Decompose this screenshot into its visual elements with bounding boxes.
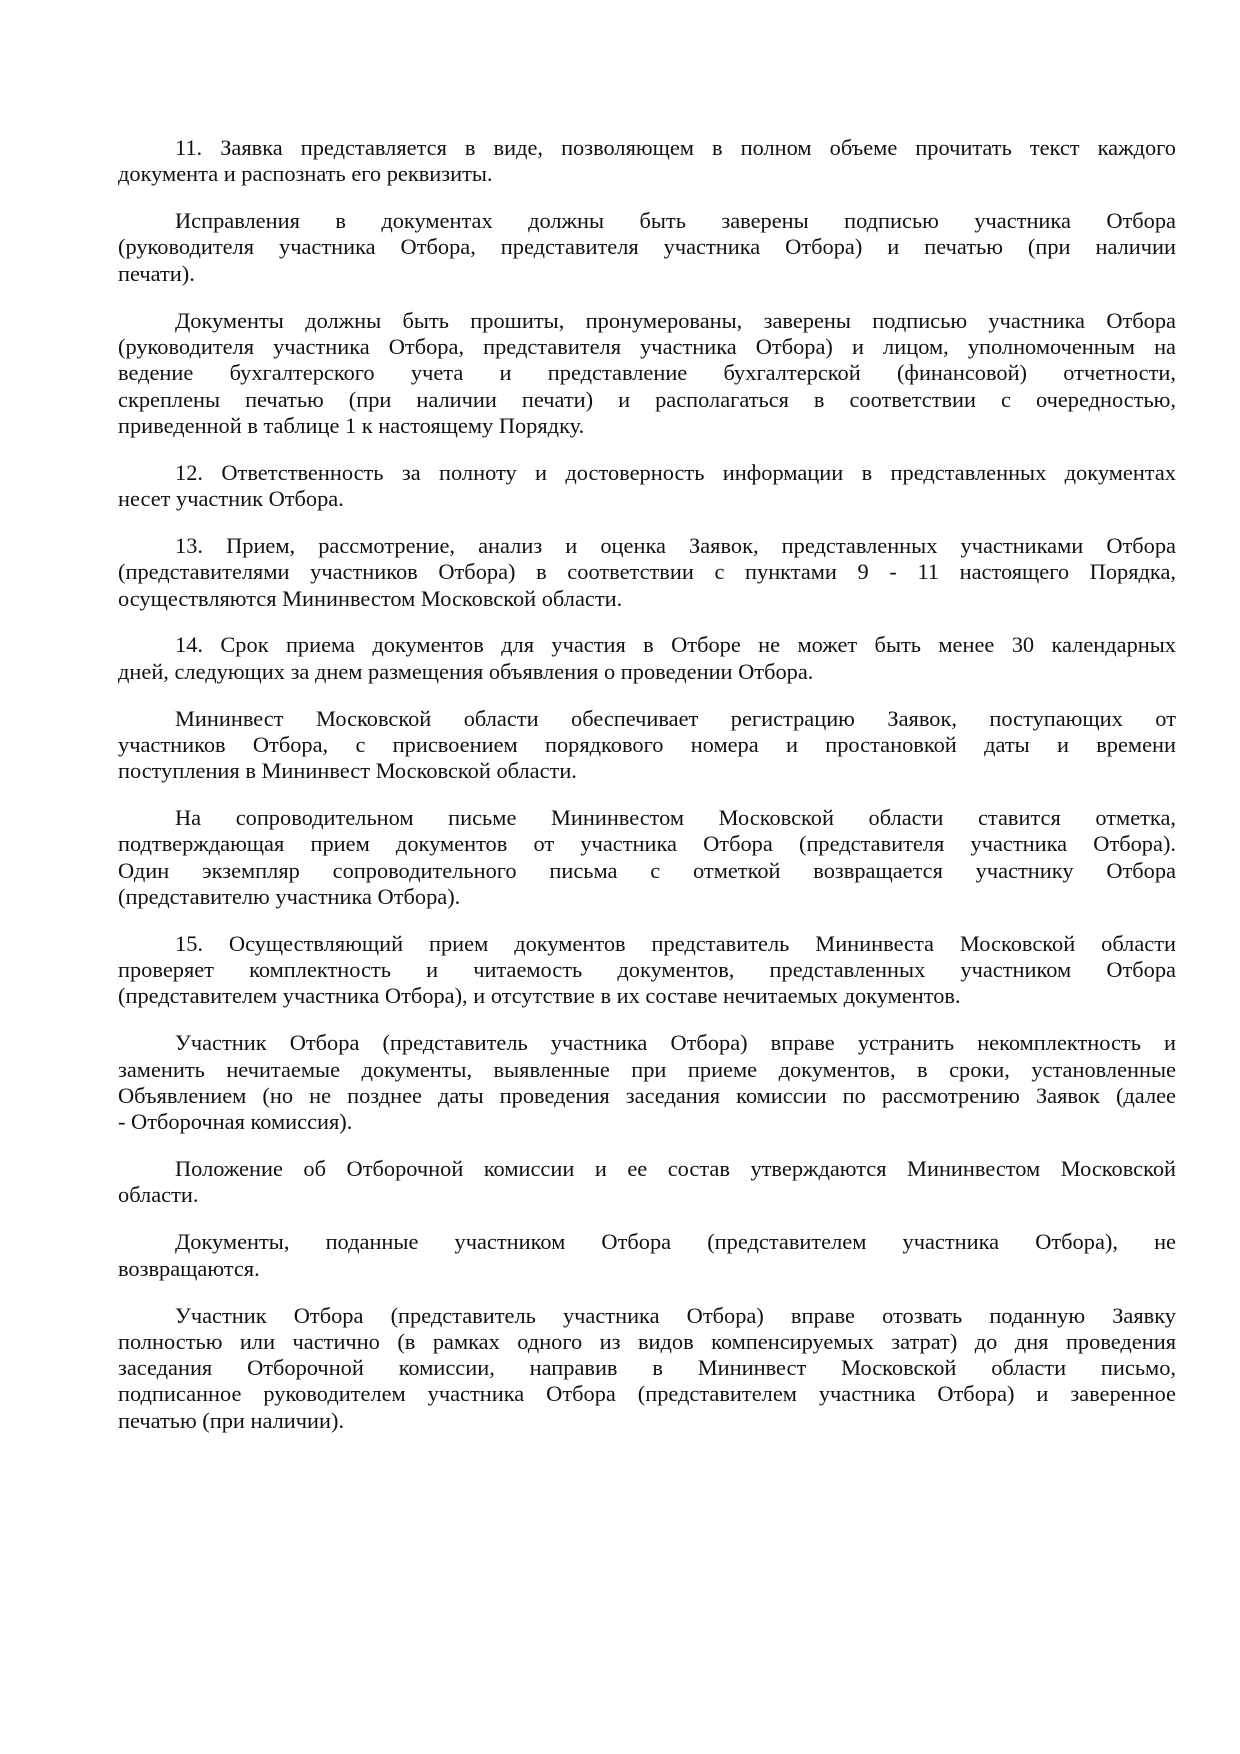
text-line: (руководителя участника Отбора, представителя участника Отбора) и лицом, уполномоченным на bbox=[118, 333, 1176, 359]
text-line: Участник Отбора (представитель участника Отбора) вправе отозвать поданную Заявку bbox=[175, 1302, 1176, 1328]
paragraph bbox=[118, 1229, 1176, 1282]
text-line: печатью (при наличии). bbox=[118, 1407, 345, 1433]
paragraph bbox=[118, 208, 1176, 287]
paragraph bbox=[118, 1156, 1176, 1209]
text-line: поступления в Мининвест Московской области. bbox=[118, 758, 577, 784]
text-line: заседания Отборочной комиссии, направив в Мининвест Московской области письмо, bbox=[118, 1355, 1176, 1381]
text-line: Мининвест Московской области обеспечивает регистрацию Заявок, поступающих от bbox=[175, 705, 1176, 731]
text-line: Документы, поданные участником Отбора (представителем участника Отбора), не bbox=[175, 1229, 1176, 1255]
text-line: ведение бухгалтерского учета и представление бухгалтерской (финансовой) отчетности, bbox=[118, 360, 1176, 386]
text-line: (представителем участника Отбора), и отсутствие в их составе нечитаемых документов. bbox=[118, 983, 961, 1009]
text-line: Один экземпляр сопроводительного письма с отметкой возвращается участнику Отбора bbox=[118, 857, 1176, 883]
text-line: Объявлением (но не позднее даты проведения заседания комиссии по рассмотрению Заявок (далее bbox=[118, 1082, 1176, 1108]
text-line: 12. Ответственность за полноту и достоверность информации в представленных документах bbox=[175, 459, 1176, 485]
text-line: - Отборочная комиссия). bbox=[118, 1109, 353, 1135]
text-line: (руководителя участника Отбора, представителя участника Отбора) и печатью (при наличии bbox=[118, 234, 1176, 260]
text-line: приведенной в таблице 1 к настоящему Порядку. bbox=[118, 412, 585, 438]
text-line: дней, следующих за днем размещения объявления о проведении Отбора. bbox=[118, 658, 814, 684]
paragraph bbox=[118, 805, 1176, 910]
document-page bbox=[118, 135, 1176, 1455]
paragraph bbox=[118, 1303, 1176, 1434]
text-line: На сопроводительном письме Мининвестом Московской области ставится отметка, bbox=[175, 805, 1176, 831]
text-line: 15. Осуществляющий прием документов представитель Мининвеста Московской области bbox=[175, 930, 1176, 956]
paragraph bbox=[118, 632, 1176, 685]
text-line: (представителю участника Отбора). bbox=[118, 883, 461, 909]
text-line: полностью или частично (в рамках одного из видов компенсируемых затрат) до дня проведения bbox=[118, 1328, 1176, 1354]
text-line: 13. Прием, рассмотрение, анализ и оценка Заявок, представленных участниками Отбора bbox=[175, 532, 1176, 558]
text-line: подписанное руководителем участника Отбора (представителем участника Отбора) и заверенное bbox=[118, 1381, 1176, 1407]
paragraph bbox=[118, 706, 1176, 785]
text-line: проверяет комплектность и читаемость документов, представленных участником Отбора bbox=[118, 957, 1176, 983]
text-line: осуществляются Мининвестом Московской области. bbox=[118, 585, 623, 611]
paragraph bbox=[118, 533, 1176, 612]
text-line: участников Отбора, с присвоением порядкового номера и простановкой даты и времени bbox=[118, 731, 1176, 757]
text-line: Документы должны быть прошиты, пронумерованы, заверены подписью участника Отбора bbox=[175, 307, 1176, 333]
text-line: печати). bbox=[118, 260, 195, 286]
paragraph bbox=[118, 1030, 1176, 1135]
text-line: подтверждающая прием документов от участника Отбора (представителя участника Отбора). bbox=[118, 831, 1176, 857]
text-line: области. bbox=[118, 1182, 199, 1208]
text-line: документа и распознать его реквизиты. bbox=[118, 161, 493, 187]
text-line: Участник Отбора (представитель участника Отбора) вправе устранить некомплектность и bbox=[175, 1030, 1176, 1056]
text-line: заменить нечитаемые документы, выявленные при приеме документов, в сроки, установленные bbox=[118, 1056, 1176, 1082]
text-line: 14. Срок приема документов для участия в Отборе не может быть менее 30 календарных bbox=[175, 632, 1176, 658]
paragraph bbox=[118, 931, 1176, 1010]
text-line: 11. Заявка представляется в виде, позволяющем в полном объеме прочитать текст каждого bbox=[175, 135, 1176, 160]
text-line: Исправления в документах должны быть заверены подписью участника Отбора bbox=[175, 208, 1176, 234]
text-line: Положение об Отборочной комиссии и ее состав утверждаются Мининвестом Московской bbox=[175, 1156, 1176, 1182]
paragraph bbox=[118, 308, 1176, 439]
text-line: скреплены печатью (при наличии печати) и располагаться в соответствии с очередностью, bbox=[118, 386, 1176, 412]
text-line: несет участник Отбора. bbox=[118, 486, 344, 512]
paragraph bbox=[118, 135, 1176, 188]
text-line: (представителями участников Отбора) в соответствии с пунктами 9 - 11 настоящего Порядка, bbox=[118, 559, 1176, 585]
paragraph bbox=[118, 460, 1176, 513]
text-line: возвращаются. bbox=[118, 1255, 260, 1281]
